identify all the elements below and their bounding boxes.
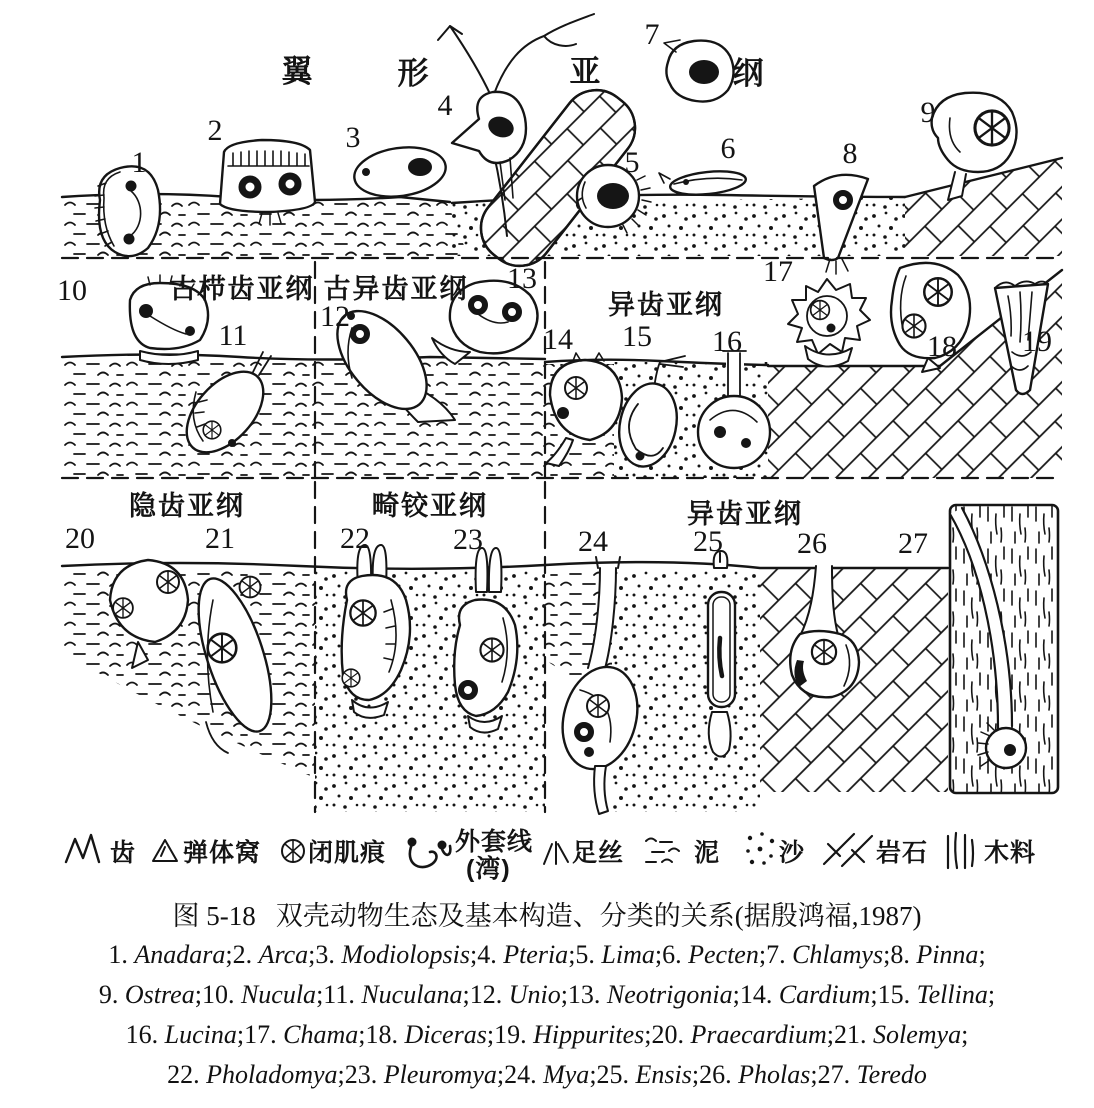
species-name: Unio bbox=[508, 980, 561, 1009]
species-separator: ; bbox=[308, 940, 316, 969]
species-no: 25. bbox=[596, 1060, 636, 1089]
species-separator: ; bbox=[961, 1020, 969, 1049]
specimen-number-14: 14 bbox=[543, 323, 573, 356]
species-no: 16. bbox=[125, 1020, 165, 1049]
species-name: Diceras bbox=[404, 1020, 487, 1049]
species-name: Chlamys bbox=[792, 940, 884, 969]
subclass-label-heterodonta-r2: 异齿亚纲 bbox=[608, 290, 724, 320]
subclass-label-anomalodesmata: 畸铰亚纲 bbox=[372, 491, 488, 521]
teeth-icon bbox=[66, 835, 99, 862]
subclass-label-palaeoheterodonta: 古异齿亚纲 bbox=[323, 274, 469, 304]
specimen-7-chlamys bbox=[664, 40, 734, 102]
species-separator: ; bbox=[462, 980, 470, 1009]
species-separator: ; bbox=[978, 940, 986, 969]
specimen-number-21: 21 bbox=[205, 522, 235, 555]
specimen-number-9: 9 bbox=[920, 96, 936, 129]
specimen-number-18: 18 bbox=[927, 330, 957, 363]
specimen-number-2: 2 bbox=[207, 114, 223, 147]
specimen-number-24: 24 bbox=[578, 525, 608, 558]
figure-number: 图 5-18 bbox=[172, 901, 256, 931]
legend-label-pallial-line: 外套线 bbox=[455, 828, 534, 856]
species-separator: ; bbox=[987, 980, 996, 1009]
pallial-line-icon bbox=[408, 838, 451, 868]
species-separator: ; bbox=[568, 940, 576, 969]
species-no: 27. bbox=[817, 1060, 857, 1089]
species-separator: ; bbox=[316, 980, 324, 1009]
species-name: Cardium bbox=[778, 980, 871, 1009]
species-separator: ; bbox=[358, 1020, 366, 1049]
species-separator: ; bbox=[486, 1020, 495, 1049]
species-separator: ; bbox=[691, 1060, 700, 1089]
species-separator: ; bbox=[469, 940, 478, 969]
subclass-label-cryptodonta: 隐齿亚纲 bbox=[129, 491, 245, 521]
species-line-2 bbox=[0, 975, 1094, 1015]
legend-label-resilifer: 弹体窝 bbox=[183, 839, 262, 867]
legend-label-byssus: 足丝 bbox=[572, 839, 625, 867]
species-index bbox=[0, 935, 1094, 1095]
species-no: 7. bbox=[766, 940, 793, 969]
specimen-number-11: 11 bbox=[218, 319, 248, 352]
specimen-6-pecten bbox=[659, 168, 747, 198]
species-no: 22. bbox=[167, 1060, 207, 1089]
species-separator: ; bbox=[758, 940, 767, 969]
species-name: Lima bbox=[601, 940, 655, 969]
species-separator: ; bbox=[810, 1060, 818, 1089]
species-name: Modiolopsis bbox=[341, 940, 470, 969]
species-name: Anadara bbox=[134, 940, 226, 969]
title-char-2: 形 bbox=[397, 56, 429, 91]
specimen-number-12: 12 bbox=[320, 300, 350, 333]
byssus-icon bbox=[544, 842, 568, 864]
specimen-number-4: 4 bbox=[437, 89, 453, 122]
caption-text: 双壳动物生态及基本构造、分类的关系(据殷鸿福,1987) bbox=[275, 901, 922, 931]
species-name: Pteria bbox=[503, 940, 569, 969]
legend-label-mud: 泥 bbox=[694, 839, 721, 867]
specimen-number-22: 22 bbox=[340, 522, 370, 555]
specimen-number-7: 7 bbox=[644, 18, 660, 51]
legend-label-rock: 岩石 bbox=[876, 839, 929, 867]
title-char-3: 亚 bbox=[569, 54, 601, 89]
specimen-number-5: 5 bbox=[624, 146, 640, 179]
species-name: Pecten bbox=[688, 940, 759, 969]
species-no: 26. bbox=[699, 1060, 739, 1089]
species-separator: ; bbox=[194, 980, 202, 1009]
species-name: Tellina bbox=[916, 980, 988, 1009]
species-separator: ; bbox=[732, 980, 740, 1009]
species-no: 6. bbox=[662, 940, 689, 969]
legend-label-pallial-sinus: (湾) bbox=[466, 855, 511, 883]
specimen-number-26: 26 bbox=[797, 527, 827, 560]
species-no: 15. bbox=[877, 980, 917, 1009]
species-name: Ensis bbox=[635, 1060, 692, 1089]
legend-label-wood: 木料 bbox=[984, 839, 1037, 867]
species-name: Solemya bbox=[873, 1020, 962, 1049]
species-no: 17. bbox=[244, 1020, 284, 1049]
wood-icon bbox=[948, 833, 973, 868]
species-no: 3. bbox=[315, 940, 342, 969]
legend-label-muscle-scar: 闭肌痕 bbox=[308, 839, 387, 867]
specimen-number-20: 20 bbox=[65, 522, 95, 555]
specimen-1-anadara bbox=[95, 166, 160, 256]
species-separator: ; bbox=[496, 1060, 505, 1089]
species-name: Mya bbox=[543, 1060, 590, 1089]
species-separator: ; bbox=[236, 1020, 245, 1049]
resilifer-icon bbox=[153, 840, 177, 861]
specimen-number-10: 10 bbox=[57, 274, 87, 307]
legend-label-sand: 沙 bbox=[779, 839, 806, 867]
species-no: 10. bbox=[201, 980, 241, 1009]
title-char-4: 纲 bbox=[732, 56, 764, 91]
species-no: 4. bbox=[477, 940, 504, 969]
specimen-number-6: 6 bbox=[720, 132, 736, 165]
species-line-4 bbox=[0, 1055, 1094, 1095]
specimen-number-23: 23 bbox=[453, 523, 483, 556]
subclass-label-palaeotaxodonta: 古栉齿亚纲 bbox=[169, 274, 315, 304]
title-char-1: 翼 bbox=[281, 54, 313, 89]
figure-caption bbox=[0, 897, 1094, 935]
species-no: 18. bbox=[365, 1020, 405, 1049]
species-name: Pholadomya bbox=[206, 1060, 338, 1089]
species-line-1 bbox=[0, 935, 1094, 975]
species-no: 5. bbox=[575, 940, 602, 969]
specimen-number-27: 27 bbox=[898, 527, 928, 560]
species-no: 11. bbox=[323, 980, 362, 1009]
species-name: Arca bbox=[258, 940, 309, 969]
species-no: 2. bbox=[232, 940, 259, 969]
species-separator: ; bbox=[654, 940, 663, 969]
specimen-number-3: 3 bbox=[345, 121, 361, 154]
specimen-3-modiolopsis bbox=[351, 142, 449, 202]
species-no: 24. bbox=[504, 1060, 544, 1089]
species-no: 20. bbox=[651, 1020, 691, 1049]
species-separator: ; bbox=[644, 1020, 652, 1049]
species-name: Chama bbox=[283, 1020, 359, 1049]
species-separator: ; bbox=[826, 1020, 834, 1049]
species-name: Pleuromya bbox=[383, 1060, 497, 1089]
rock-icon bbox=[824, 834, 872, 866]
species-no: 21. bbox=[834, 1020, 873, 1049]
species-name: Hippurites bbox=[533, 1020, 645, 1049]
row1-panel bbox=[62, 14, 1062, 290]
species-name: Nucula bbox=[240, 980, 317, 1009]
specimen-17-chama bbox=[788, 279, 870, 367]
mud-icon bbox=[646, 839, 679, 863]
species-name: Ostrea bbox=[124, 980, 195, 1009]
species-no: 13. bbox=[567, 980, 607, 1009]
species-name: Teredo bbox=[856, 1060, 927, 1089]
species-name: Neotrigonia bbox=[606, 980, 733, 1009]
species-no: 8. bbox=[890, 940, 917, 969]
species-no: 12. bbox=[469, 980, 509, 1009]
species-separator: ; bbox=[870, 980, 878, 1009]
specimen-number-25: 25 bbox=[693, 525, 723, 558]
specimen-number-19: 19 bbox=[1022, 325, 1052, 358]
species-no: 23. bbox=[344, 1060, 384, 1089]
muscle-scar-icon bbox=[282, 840, 304, 862]
species-name: Pholas bbox=[738, 1060, 811, 1089]
specimen-number-8: 8 bbox=[842, 137, 858, 170]
species-no: 14. bbox=[739, 980, 779, 1009]
specimen-number-13: 13 bbox=[507, 262, 537, 295]
subclass-label-heterodonta-r3: 异齿亚纲 bbox=[687, 499, 803, 529]
species-no: 19. bbox=[494, 1020, 534, 1049]
species-line-3 bbox=[0, 1015, 1094, 1055]
species-separator: ; bbox=[883, 940, 891, 969]
sand-icon bbox=[746, 832, 774, 865]
species-name: Pinna bbox=[916, 940, 979, 969]
species-separator: ; bbox=[560, 980, 568, 1009]
specimen-number-1: 1 bbox=[131, 146, 147, 179]
species-no: 9. bbox=[98, 980, 125, 1009]
legend-label-teeth: 齿 bbox=[110, 839, 137, 867]
species-no: 1. bbox=[108, 940, 135, 969]
species-name: Nuculana bbox=[361, 980, 463, 1009]
specimen-number-16: 16 bbox=[712, 325, 742, 358]
species-separator: ; bbox=[337, 1060, 345, 1089]
species-name: Lucina bbox=[164, 1020, 237, 1049]
specimen-number-17: 17 bbox=[763, 255, 793, 288]
species-separator: ; bbox=[225, 940, 233, 969]
specimen-number-15: 15 bbox=[622, 320, 652, 353]
species-name: Praecardium bbox=[690, 1020, 827, 1049]
species-separator: ; bbox=[589, 1060, 597, 1089]
legend bbox=[66, 827, 1036, 883]
